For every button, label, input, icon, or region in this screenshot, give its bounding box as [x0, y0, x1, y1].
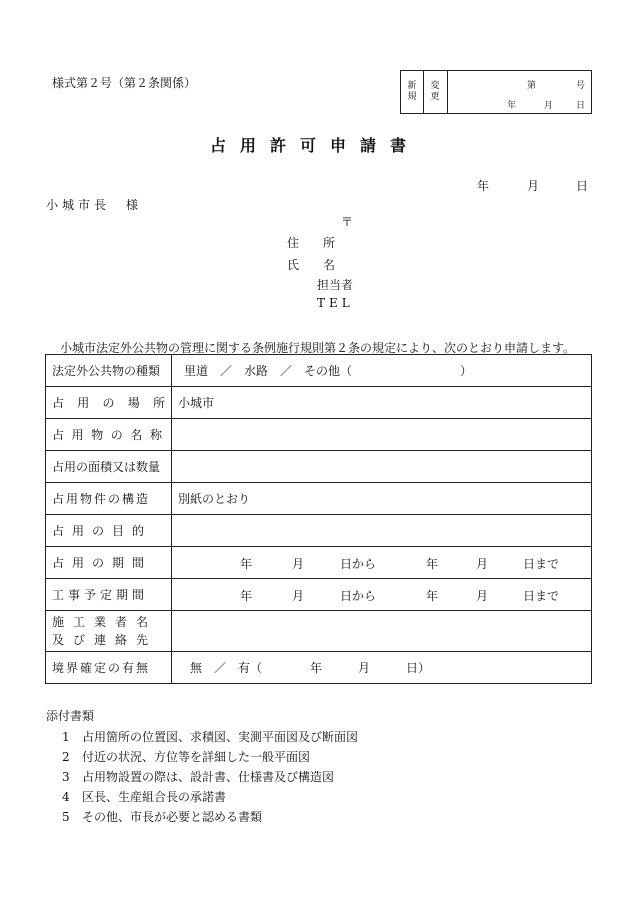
period-start-year: 年 [240, 556, 253, 571]
list-item: 2 付近の状況、方位等を詳細した一般平面図 [62, 750, 311, 764]
list-item: 3 占用物設置の際は、設計書、仕様書及び構造図 [62, 770, 335, 784]
stamp-month: 月 [544, 101, 554, 111]
row-value[interactable]: 里道 ／ 水路 ／ その他（ ） [172, 355, 592, 387]
row-label: 占用の面積又は数量 [46, 451, 172, 483]
stamp-change-cell: 変 更 [423, 71, 448, 113]
receipt-stamp-box [400, 70, 592, 114]
addressee: 小城市長 様 [46, 198, 143, 212]
date-year: 年 [477, 179, 490, 193]
table-row [46, 451, 592, 483]
row-label: 占 用 物 の 名 称 [46, 419, 172, 451]
period-end-day: 日まで [523, 556, 560, 571]
construction-end-year: 年 [426, 588, 439, 603]
contractor-label-line1: 施工業者名 [52, 615, 158, 629]
table-row [46, 419, 592, 451]
construction-end-day: 日まで [523, 588, 560, 603]
row-label: 占 用 の 場 所 [46, 387, 172, 419]
construction-start-day: 日から [340, 588, 377, 603]
row-value[interactable] [172, 451, 592, 483]
list-item: 5 その他、市長が必要と認める書類 [62, 810, 263, 824]
period-start-day: 日から [340, 556, 377, 571]
intro-text: 小城市法定外公共物の管理に関する条例施行規則第２条の規定により、次のとおり申請します。 [60, 341, 576, 355]
address-label: 住 所 [287, 236, 336, 250]
row-label: 境界確定の有無 [46, 652, 172, 684]
row-label: 占用の期間 [46, 547, 172, 579]
contact-label: 担当者 [317, 278, 354, 292]
date-day: 日 [576, 179, 589, 193]
table-row [46, 652, 592, 684]
table-row [46, 355, 592, 387]
date-month: 月 [527, 179, 540, 193]
row-value[interactable]: 無 ／ 有（ 年 月 日） [172, 652, 592, 684]
table-row [46, 483, 592, 515]
construction-end-month: 月 [476, 588, 489, 603]
stamp-number-suffix: 号 [575, 81, 585, 91]
stamp-new-cell: 新 規 [401, 71, 424, 113]
period-end-year: 年 [426, 556, 439, 571]
row-label: 占用物件の構造 [46, 483, 172, 515]
table-row [46, 387, 592, 419]
contractor-label-line2: 及び連絡先 [52, 633, 158, 647]
row-label: 法定外公共物の種類 [46, 355, 172, 387]
row-value[interactable] [172, 547, 592, 579]
name-label: 氏 名 [287, 258, 336, 272]
table-row [46, 547, 592, 579]
stamp-year: 年 [507, 101, 517, 111]
stamp-day: 日 [575, 101, 585, 111]
row-label: 占用の目的 [46, 515, 172, 547]
application-table [45, 354, 592, 684]
row-value[interactable] [172, 515, 592, 547]
row-label: 工事予定期間 [46, 579, 172, 611]
table-row [46, 611, 592, 652]
row-label [46, 611, 172, 652]
row-value[interactable] [172, 419, 592, 451]
row-value[interactable] [172, 611, 592, 652]
construction-start-month: 月 [292, 588, 305, 603]
period-end-month: 月 [476, 556, 489, 571]
row-value[interactable]: 小城市 [172, 387, 592, 419]
stamp-number-label: 第 [527, 81, 537, 91]
list-item: 1 占用箇所の位置図、求積図、実測平面図及び断面図 [62, 730, 359, 744]
period-start-month: 月 [292, 556, 305, 571]
construction-start-year: 年 [240, 588, 253, 603]
stamp-number-cell [447, 71, 591, 113]
postal-mark: 〒 [341, 215, 354, 229]
table-row [46, 579, 592, 611]
table-row [46, 515, 592, 547]
tel-label: TEL [317, 296, 354, 310]
page-title: 占用許可申請書 [209, 136, 420, 155]
form-number: 様式第２号（第２条関係） [52, 76, 197, 90]
row-value[interactable]: 別紙のとおり [172, 483, 592, 515]
row-value[interactable] [172, 579, 592, 611]
list-item: 4 区長、生産組合長の承諾書 [62, 790, 227, 804]
attachments-heading: 添付書類 [46, 709, 95, 723]
